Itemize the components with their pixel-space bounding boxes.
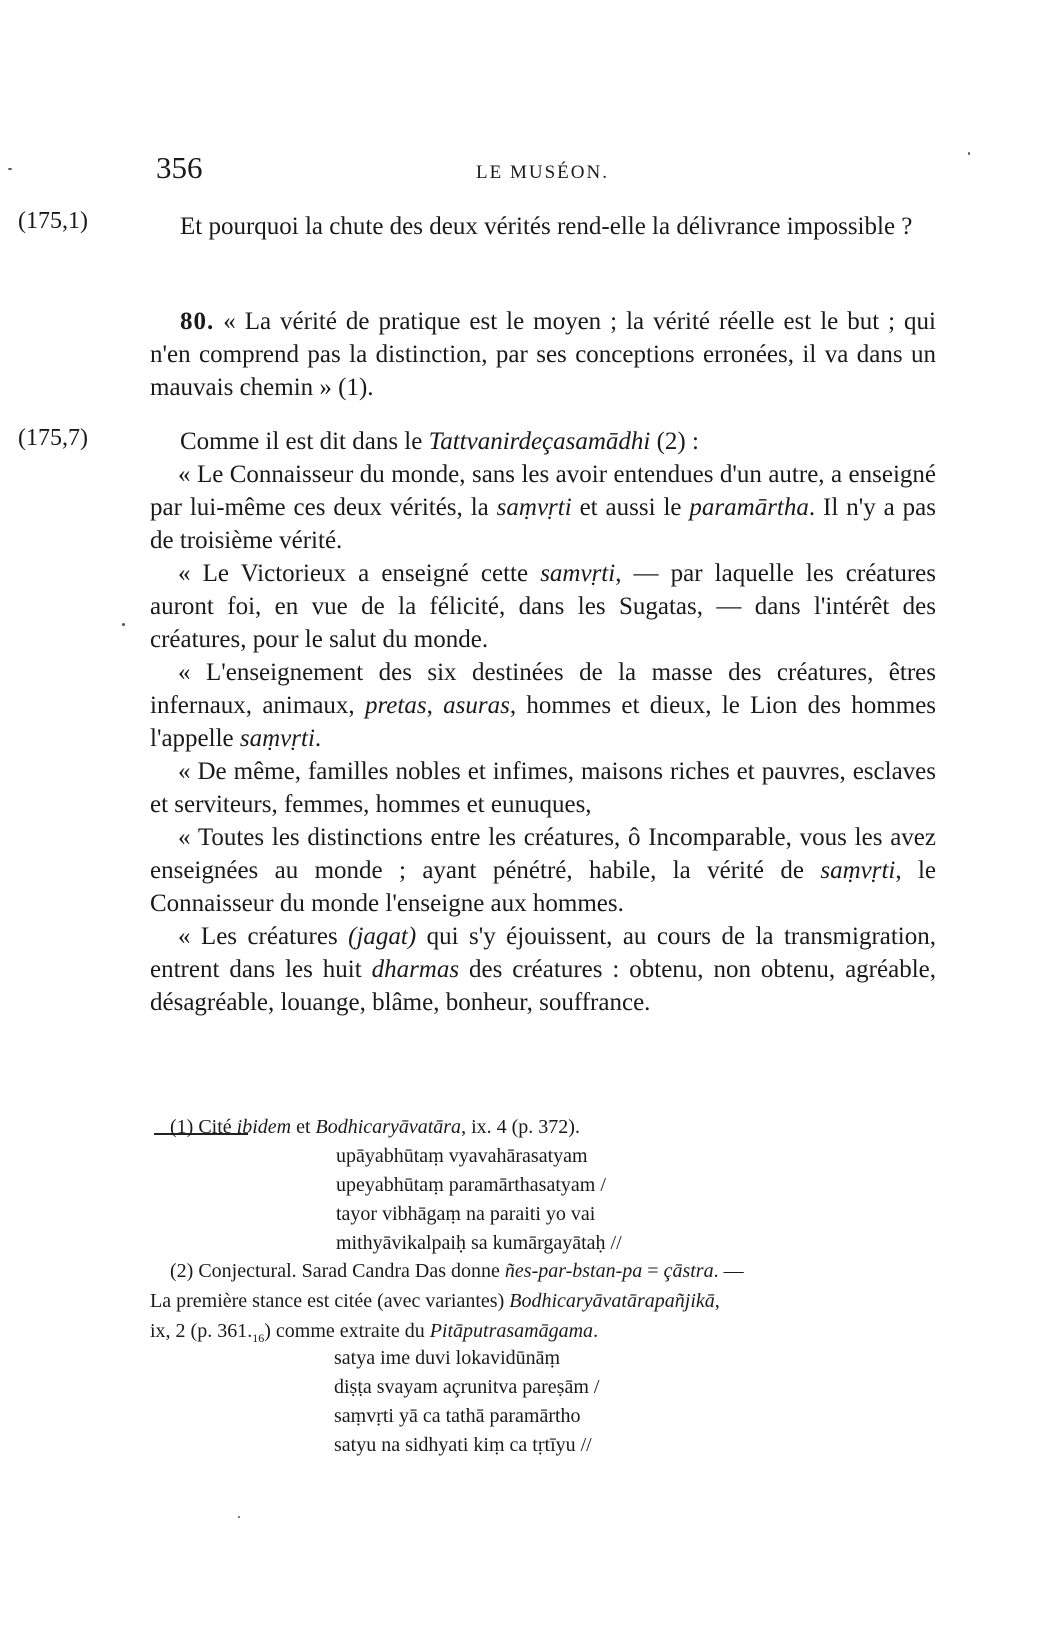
footnote-2-line: La première stance est citée (avec variantes) Bodhicaryāvatārapañjikā, [150, 1290, 720, 1312]
footnote-1 [150, 1112, 936, 1142]
verse-line: upāyabhūtaṃ vyavahārasatyam [336, 1145, 588, 1167]
question-paragraph [150, 210, 936, 243]
footnote-1-text: (1) Cité ibidem et Bodhicaryāvatāra, ix. 4 (p. 372). [170, 1116, 580, 1138]
verse-line: satya ime duvi lokavidūnāṃ [334, 1347, 561, 1369]
verse-line: saṃvṛti yā ca tathā paramārtho [334, 1405, 581, 1427]
section-text: « La vérité de pratique est le moyen ; la vérité réelle est le but ; qui n'en comprend pas la distinction, par ses conceptions erronées, il va dans un mauvais chemin » (1). [150, 308, 936, 401]
quote-block [150, 425, 936, 1019]
page-number: 356 [156, 150, 203, 185]
footnote-2-line: (2) Conjectural. Sarad Candra Das donne ñes-par-bstan-pa = çāstra. — [170, 1260, 744, 1282]
running-head: LE MUSÉON. [476, 162, 609, 183]
margin-reference: (175,7) [18, 425, 88, 451]
verse-line: satyu na sidhyati kiṃ ca tṛtīyu // [334, 1434, 592, 1456]
scan-speck [122, 623, 125, 626]
section-paragraph [150, 305, 936, 404]
scan-speck [238, 1516, 240, 1518]
section-number: 80. [180, 308, 215, 335]
verse-line: mithyāvikalpaiḥ sa kumārgayātaḥ // [336, 1232, 622, 1254]
question-text: Et pourquoi la chute des deux vérités rend-elle la délivrance impossible ? [180, 213, 913, 240]
scan-speck [8, 168, 12, 170]
source-title: Tattvanirdeçasamādhi [428, 428, 651, 455]
verse-line: upeyabhūtaṃ paramārthasatyam / [336, 1174, 606, 1196]
quote-intro: Comme il est dit dans le Tattvanirdeçasamādhi (2) : [180, 428, 699, 455]
stanza: « Le Victorieux a enseigné cette samvṛti, — par laquelle les créatures auront foi, en vue de la félicité, dans les Sugatas, — dans l'intérêt des créatures, pour le salut du monde. [150, 560, 936, 653]
scan-speck [968, 152, 970, 155]
stanza: « Toutes les distinctions entre les créatures, ô Incomparable, vous les avez enseignées au monde ; ayant pénétré, habile, la vérité de saṃvṛti, le Connaisseur du monde l'enseigne aux hommes. [150, 824, 936, 917]
footnote-2-verse [334, 1344, 599, 1460]
stanza: « De même, familles nobles et infimes, maisons riches et pauvres, esclaves et serviteurs, femmes, hommes et eunuques, [150, 758, 936, 818]
stanza: « Le Connaisseur du monde, sans les avoir entendues d'un autre, a enseigné par lui-même ces deux vérités, la saṃvṛti et aussi le paramārtha. Il n'y a pas de troisième vérité. [150, 461, 936, 554]
verse-line: diṣṭa svayam açrunitva pareṣām / [334, 1376, 600, 1398]
stanza: « Les créatures (jagat) qui s'y éjouissent, au cours de la transmigration, entrent dans les huit dharmas des créatures : obtenu, non obtenu, agréable, désagréable, louange, blâme, bonheur, souffrance. [150, 923, 937, 1016]
footnote-1-verse [336, 1142, 622, 1258]
stanza: « L'enseignement des six destinées de la masse des créatures, êtres infernaux, animaux, pretas, asuras, hommes et dieux, le Lion des hommes l'appelle saṃvṛti. [150, 659, 937, 752]
verse-line: tayor vibhāgaṃ na paraiti yo vai [336, 1203, 596, 1225]
section-80 [150, 305, 936, 404]
margin-reference: (175,1) [18, 208, 88, 234]
footnote-2 [150, 1256, 936, 1353]
footnote-2-line: ix, 2 (p. $361._{16}$) comme extraite du Pitāputrasamāgama. [150, 1320, 599, 1345]
